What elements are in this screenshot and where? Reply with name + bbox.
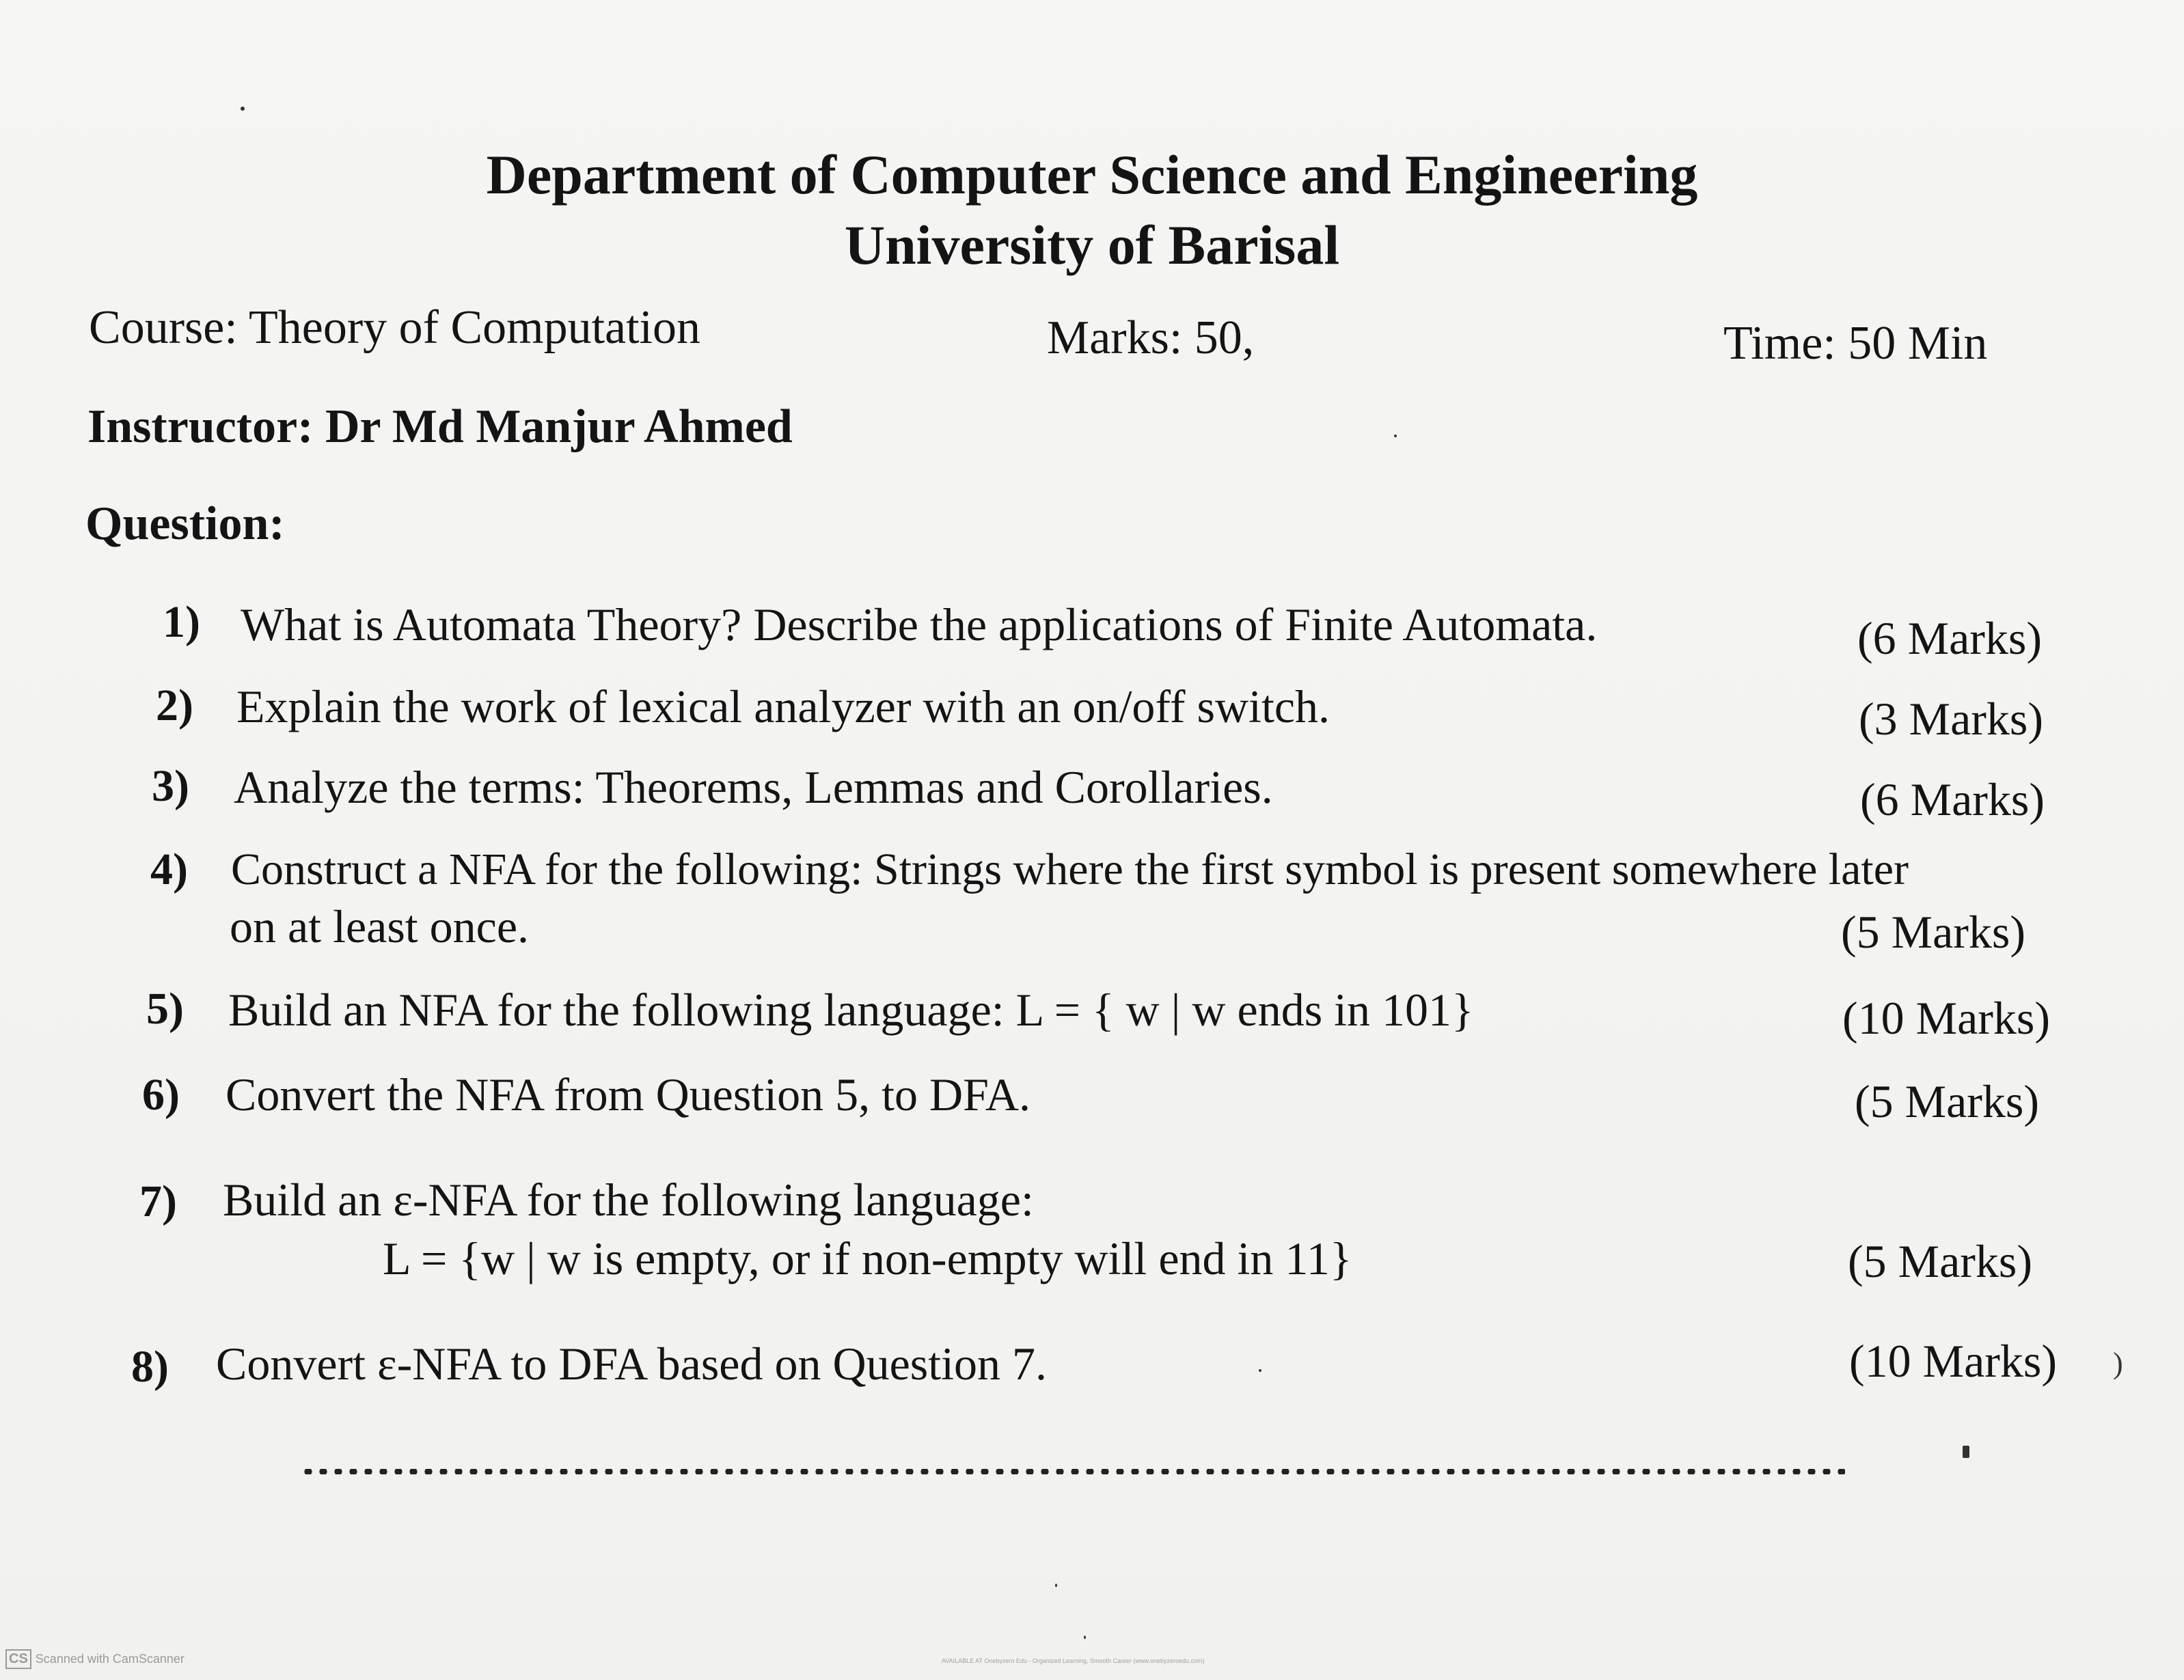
course-label: Course: Theory of Computation [89,301,700,354]
question-5-marks: (10 Marks) [1842,992,2051,1044]
total-marks-label: Marks: 50, [1047,312,1255,364]
question-8-text: Convert ɛ-NFA to DFA based on Question 7. [216,1338,1047,1390]
department-title: Department of Computer Science and Engineering [486,143,1698,206]
instructor-line: Instructor: Dr Md Manjur Ahmed [87,400,793,453]
question-2-marks: (3 Marks) [1859,693,2044,745]
question-3-text: Analyze the terms: Theorems, Lemmas and Corollaries. [234,761,1273,813]
question-1-marks: (6 Marks) [1857,612,2043,664]
question-heading: Question: [85,497,285,550]
question-8-number: 8) [131,1342,169,1392]
question-6-marks: (5 Marks) [1855,1075,2040,1127]
question-7-text-continued: L = {w | w is empty, or if non-empty will end in 11} [383,1233,1352,1284]
stray-mark [1259,1369,1261,1372]
question-4-text-continued: on at least once. [230,900,530,952]
question-3-number: 3) [152,761,189,811]
stray-mark [1394,435,1397,437]
question-1-number: 1) [163,597,200,647]
question-8-marks: (10 Marks) [1849,1335,2058,1387]
question-7-number: 7) [139,1176,177,1226]
camscanner-logo-icon: CS [5,1649,31,1669]
scanner-watermark-text: Scanned with CamScanner [35,1652,185,1666]
stray-mark [1084,1636,1086,1639]
end-dotted-line [301,1469,1845,1474]
question-7-marks: (5 Marks) [1848,1235,2033,1287]
question-1-text: What is Automata Theory? Describe the applications of Finite Automata. [241,598,1598,650]
question-5-number: 5) [146,984,184,1034]
stray-bracket-mark: ) [2113,1347,2123,1380]
question-4-marks: (5 Marks) [1841,906,2026,958]
time-label: Time: 50 Min [1723,317,1988,370]
question-4-number: 4) [150,844,188,894]
stray-mark [1055,1584,1057,1587]
stray-mark [241,107,245,111]
question-3-marks: (6 Marks) [1860,773,2045,825]
question-4-text: Construct a NFA for the following: Strings where the first symbol is present somewhere later [231,844,1909,894]
scanner-watermark [5,1649,185,1669]
university-title: University of Barisal [844,214,1340,276]
question-5-text: Build an NFA for the following language: L = { w | w ends in 101} [228,984,1474,1036]
question-2-number: 2) [156,680,193,730]
question-6-number: 6) [142,1070,180,1120]
question-7-text: Build an ɛ-NFA for the following language: [223,1174,1034,1226]
stray-mark [1963,1446,1969,1458]
question-2-text: Explain the work of lexical analyzer with an on/off switch. [236,680,1330,732]
question-6-text: Convert the NFA from Question 5, to DFA. [226,1069,1030,1120]
footer-note: AVAILABLE AT Onebyzero Edu - Organized Learning, Smooth Career (www.onebyzeroedu.com) [942,1657,1205,1664]
